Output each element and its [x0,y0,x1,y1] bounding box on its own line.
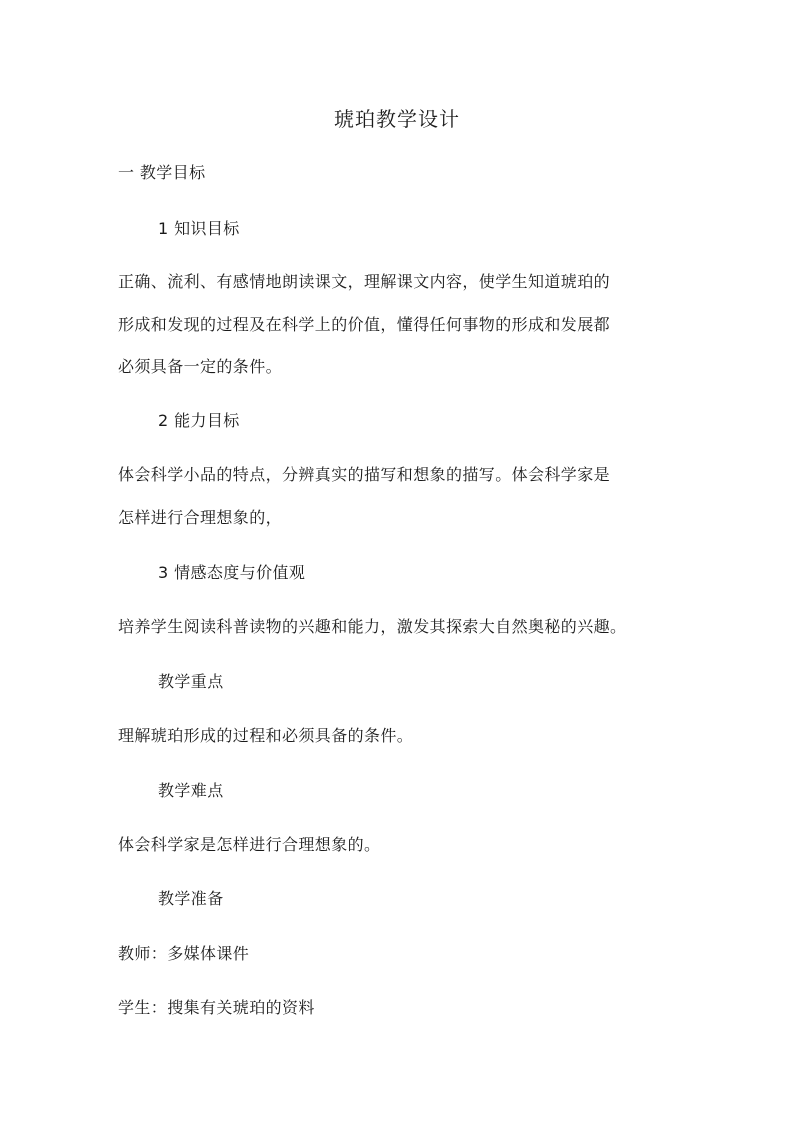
section-heading-teaching-goals: 一 教学目标 [118,163,206,182]
ability-goal-line-2: 怎样进行合理想象的， [118,508,283,527]
emotion-goal-heading: 3 情感态度与价值观 [158,563,306,582]
knowledge-goal-line-2: 形成和发现的过程及在科学上的价值，懂得任何事物的形成和发展都 [118,315,611,334]
key-point-text: 理解琥珀形成的过程和必须具备的条件。 [118,726,414,745]
key-point-heading: 教学重点 [158,672,224,691]
emotion-goal-line-1: 培养学生阅读科普读物的兴趣和能力，激发其探索大自然奥秘的兴趣。 [118,617,627,636]
preparation-student: 学生：搜集有关琥珀的资料 [118,998,315,1017]
knowledge-goal-heading: 1 知识目标 [158,219,240,238]
ability-goal-heading: 2 能力目标 [158,411,240,430]
ability-goal-line-1: 体会科学小品的特点，分辨真实的描写和想象的描写。体会科学家是 [118,465,611,484]
knowledge-goal-line-3: 必须具备一定的条件。 [118,357,283,376]
difficulty-text: 体会科学家是怎样进行合理想象的。 [118,835,381,854]
difficulty-heading: 教学难点 [158,781,224,800]
preparation-heading: 教学准备 [158,889,224,908]
document-title: 琥珀教学设计 [334,107,460,131]
knowledge-goal-line-1: 正确、流利、有感情地朗读课文，理解课文内容，使学生知道琥珀的 [118,272,611,291]
preparation-teacher: 教师：多媒体课件 [118,944,250,963]
